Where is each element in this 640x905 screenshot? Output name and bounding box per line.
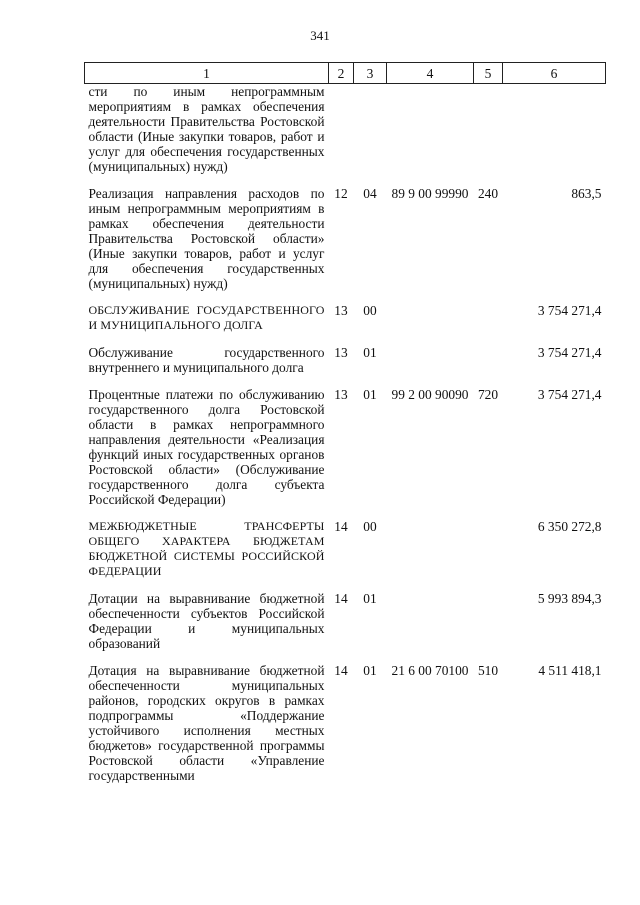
table-row [85,345,606,387]
row-subsection-cell: 01 [363,387,377,402]
table-body [85,84,606,796]
row-expense-type-cell: 240 [477,186,499,201]
row-subsection-cell: 01 [363,345,377,360]
budget-table [84,62,606,795]
header-col-6: 6 [503,63,606,84]
row-name-cell: Обслуживание государственного внутреннего и муниципального долга [88,345,325,375]
header-col-1: 1 [85,63,329,84]
row-amount-cell: 4 511 418,1 [538,663,602,678]
row-section-cell: 13 [334,387,348,402]
page-number: 341 [310,28,330,43]
table-row [85,186,606,303]
table-row [85,519,606,591]
row-name-cell: Реализация направления расходов по иным непрограммным мероприятиям в рамках обеспечения деятельности Правительства Ростовской области» (Иные закупки товаров, работ и услуг для обеспечения государственных (муниципальных) нужд) [88,186,325,291]
row-name-cell: Дотация на выравнивание бюджетной обеспеченности муниципальных районов, городских округов в рамках подпрограммы «Поддержание устойчивого исполнения местных бюджетов» государственной программы Ростовской области «Управление государственными [88,663,325,783]
row-section-cell: 13 [334,303,348,318]
row-amount-cell: 5 993 894,3 [537,591,602,606]
header-col-4: 4 [387,63,474,84]
table-row [85,591,606,663]
row-subsection-cell [354,84,387,187]
header-col-2: 2 [329,63,354,84]
row-section-cell: 13 [334,345,348,360]
row-expense-type-cell: 720 [477,387,499,402]
row-target-article-cell [387,84,474,187]
row-section-cell: 14 [334,519,348,534]
row-amount-cell: 3 754 271,4 [537,303,602,318]
row-target-article-cell: 21 6 00 70100 [391,663,469,678]
table-header [85,63,606,84]
row-section-cell: 14 [334,663,348,678]
row-amount-cell: 6 350 272,8 [537,519,602,534]
row-subsection-cell: 04 [363,186,377,201]
row-expense-type-cell [474,303,503,345]
row-expense-type-cell [474,345,503,387]
row-name-cell: Процентные платежи по обслуживанию государственного долга Ростовской области в рамках непрограммного направления деятельности «Реализация функций иных государственных органов Ростовской области» (Обслуживание государственного долга субъекта Российской Федерации) [88,387,325,507]
row-amount-cell: 3 754 271,4 [537,345,602,360]
row-expense-type-cell [474,519,503,591]
table-row [85,387,606,519]
row-amount-cell: 3 754 271,4 [537,387,602,402]
row-name-cell: МЕЖБЮДЖЕТНЫЕ ТРАНСФЕРТЫ ОБЩЕГО ХАРАКТЕРА БЮДЖЕТАМ БЮДЖЕТНОЙ СИСТЕМЫ РОССИЙСКОЙ ФЕДЕРАЦИИ [88,519,325,578]
row-target-article-cell [387,303,474,345]
row-target-article-cell: 99 2 00 90090 [391,387,469,402]
row-target-article-cell: 89 9 00 99990 [391,186,469,201]
row-target-article-cell [387,345,474,387]
row-name-cell: Дотации на выравнивание бюджетной обеспеченности субъектов Российской Федерации и муниципальных образований [88,591,325,651]
table-row [85,84,606,187]
row-subsection-cell: 00 [363,519,377,534]
header-col-5: 5 [474,63,503,84]
row-section-cell [329,84,354,187]
row-section-cell: 14 [334,591,348,606]
row-amount-cell: 863,5 [571,186,602,201]
row-expense-type-cell [474,84,503,187]
header-col-3: 3 [354,63,387,84]
row-target-article-cell [387,591,474,663]
table-row [85,663,606,795]
row-subsection-cell: 00 [363,303,377,318]
row-section-cell: 12 [334,186,348,201]
row-expense-type-cell: 510 [477,663,499,678]
row-subsection-cell: 01 [363,663,377,678]
row-name-cell: ОБСЛУЖИВАНИЕ ГОСУДАРСТВЕННОГО И МУНИЦИПАЛЬНОГО ДОЛГА [88,303,325,332]
row-name-cell: сти по иным непрограммным мероприятиям в рамках обеспечения деятельности Правительства Ростовской области (Иные закупки товаров, работ и услуг для обеспечения государственных (муниципальных) нужд) [88,84,325,174]
row-target-article-cell [387,519,474,591]
row-subsection-cell: 01 [363,591,377,606]
table-row [85,303,606,345]
row-amount-cell [503,84,606,187]
row-expense-type-cell [474,591,503,663]
